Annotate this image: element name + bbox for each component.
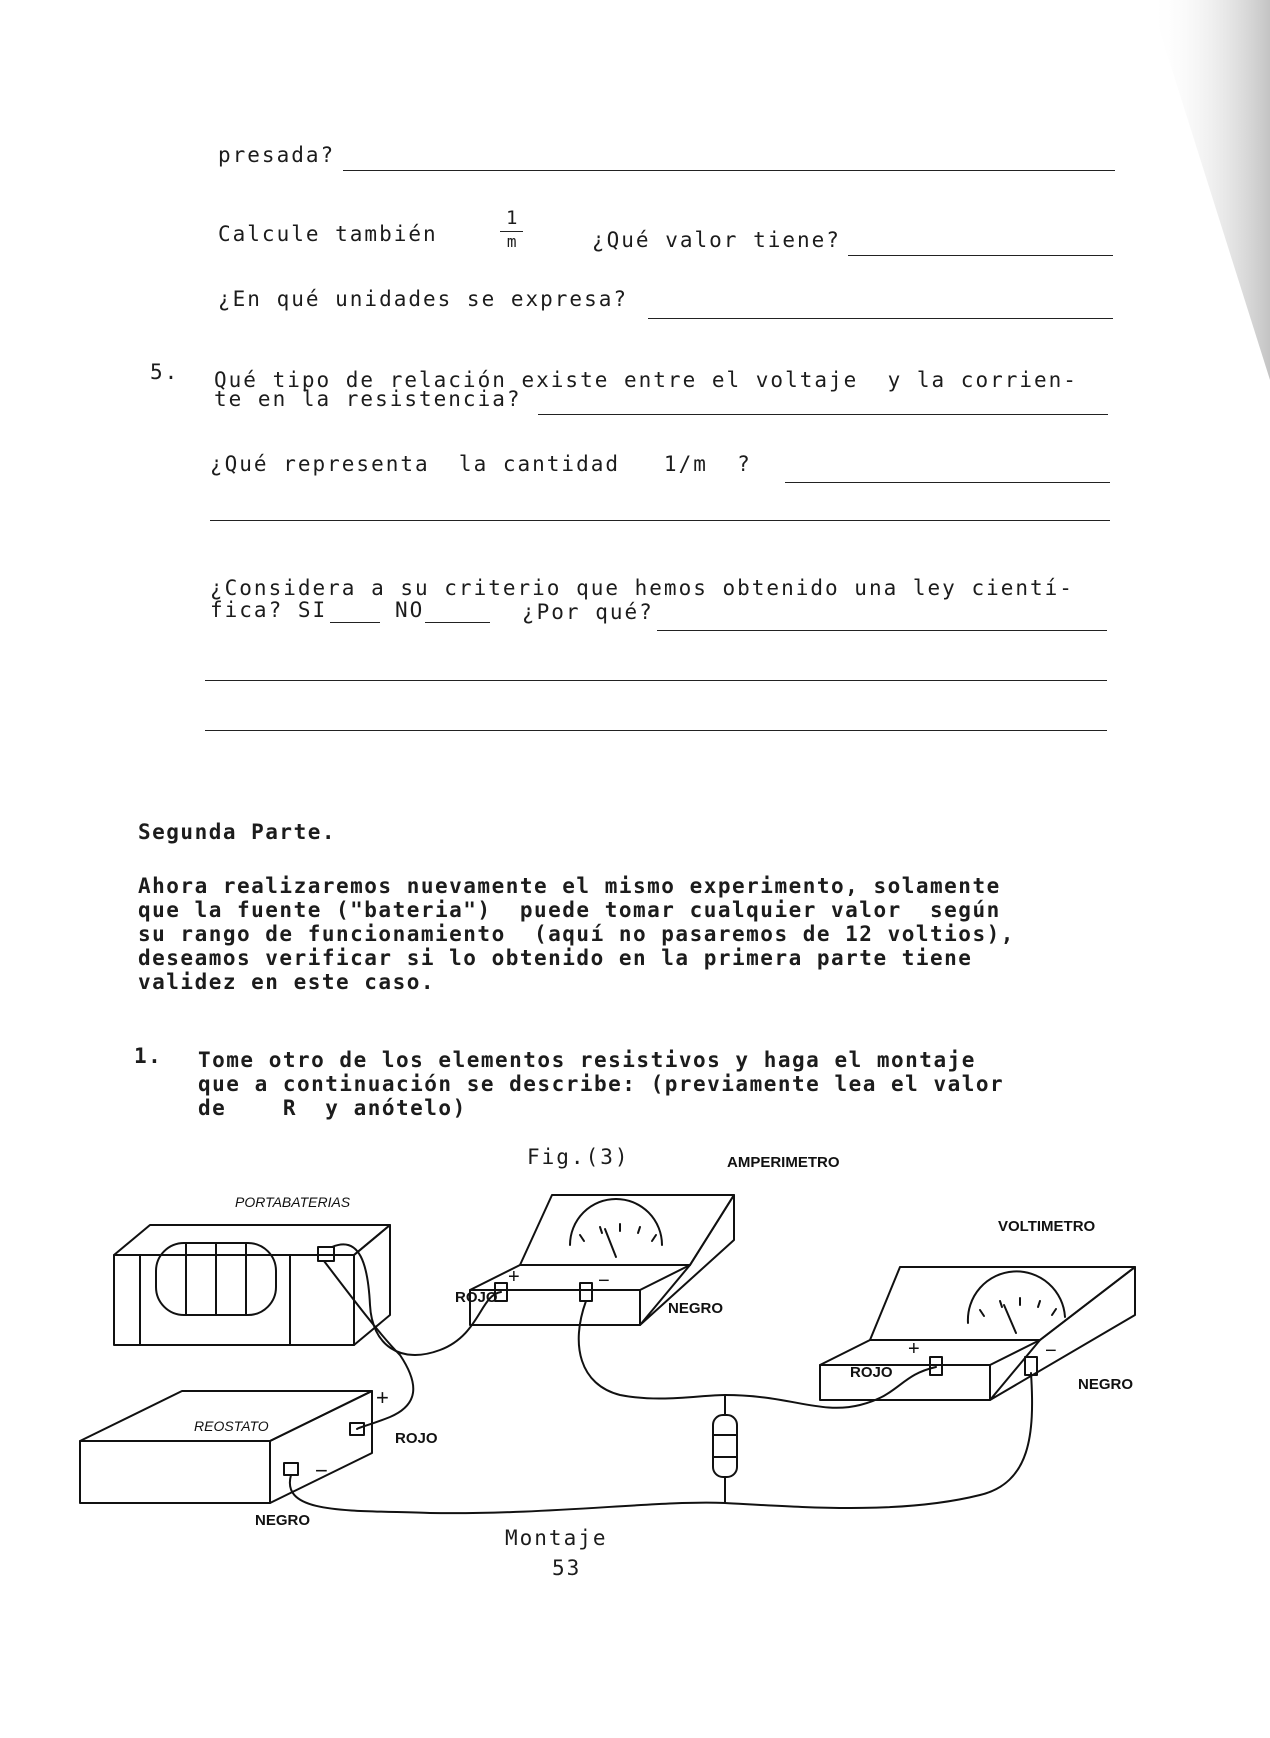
answer-line[interactable] bbox=[210, 520, 1110, 521]
item1-line: Tome otro de los elementos resistivos y haga el montaje bbox=[198, 1048, 976, 1072]
page-number: 53 bbox=[552, 1556, 582, 1580]
amperimetro-label: AMPERIMETRO bbox=[727, 1154, 840, 1171]
answer-line[interactable] bbox=[205, 680, 1107, 681]
q5-law-line2-c: ¿Por qué? bbox=[522, 600, 654, 624]
answer-line[interactable] bbox=[205, 730, 1107, 731]
voltmeter-plus-sign: + bbox=[908, 1338, 920, 1360]
q4-calc-label: Calcule también bbox=[218, 222, 438, 246]
q4-line1: presada? bbox=[218, 143, 336, 167]
rheostat bbox=[80, 1391, 372, 1503]
answer-line[interactable] bbox=[657, 630, 1107, 631]
rheostat-negative-terminal bbox=[284, 1463, 298, 1475]
ammeter-plus-sign: + bbox=[508, 1266, 520, 1288]
segunda-parte-heading: Segunda Parte. bbox=[138, 820, 337, 844]
answer-line[interactable] bbox=[848, 255, 1113, 256]
ammeter-minus-sign: − bbox=[598, 1270, 610, 1292]
wires bbox=[290, 1244, 1032, 1513]
portabaterias-label: PORTABATERIAS bbox=[235, 1194, 351, 1210]
q5-law-line2-b: NO bbox=[395, 598, 425, 622]
q5-represent-question: ¿Qué representa la cantidad 1/m ? bbox=[210, 452, 752, 476]
voltmeter-minus-sign: − bbox=[1045, 1340, 1057, 1362]
page-fold-shadow bbox=[1050, 0, 1270, 420]
rheostat-negro-label: NEGRO bbox=[255, 1512, 311, 1529]
resistor bbox=[713, 1395, 737, 1503]
segunda-para-line: que la fuente ("bateria") puede tomar cualquier valor según bbox=[138, 898, 1001, 922]
si-answer-line[interactable] bbox=[330, 622, 380, 623]
rheostat-plus-sign: + bbox=[376, 1385, 389, 1410]
rheostat-minus-sign: − bbox=[315, 1458, 328, 1483]
voltmeter-negro-label: NEGRO bbox=[1078, 1376, 1134, 1393]
q4-value-question: ¿Qué valor tiene? bbox=[592, 228, 841, 252]
q4-units-question: ¿En qué unidades se expresa? bbox=[218, 287, 629, 311]
segunda-para-line: su rango de funcionamiento (aquí no pasaremos de 12 voltios), bbox=[138, 922, 1015, 946]
no-answer-line[interactable] bbox=[425, 622, 490, 623]
voltimetro-label: VOLTIMETRO bbox=[998, 1218, 1096, 1235]
answer-line[interactable] bbox=[343, 170, 1115, 171]
q5-law-line1: ¿Considera a su criterio que hemos obtenido una ley cientí- bbox=[210, 576, 1074, 600]
answer-line[interactable] bbox=[538, 414, 1108, 415]
figure-caption: Fig.(3) bbox=[527, 1145, 630, 1169]
q5-line1: Qué tipo de relación existe entre el voltaje y la corrien- bbox=[214, 368, 1078, 392]
segunda-para-line: deseamos verificar si lo obtenido en la primera parte tiene bbox=[138, 946, 973, 970]
segunda-para-line: Ahora realizaremos nuevamente el mismo experimento, solamente bbox=[138, 874, 1001, 898]
item1-number: 1. bbox=[134, 1044, 163, 1068]
reostato-label: REOSTATO bbox=[194, 1418, 269, 1434]
fraction-1-over-m: 1 m bbox=[500, 207, 523, 252]
answer-line[interactable] bbox=[785, 482, 1110, 483]
ammeter-rojo-label: ROJO bbox=[455, 1289, 498, 1306]
voltmeter-rojo-label: ROJO bbox=[850, 1364, 893, 1381]
q5-law-line2-a: fica? SI bbox=[210, 598, 328, 622]
item1-line: que a continuación se describe: (previamente lea el valor bbox=[198, 1072, 1005, 1096]
montaje-caption: Montaje bbox=[505, 1526, 608, 1550]
ammeter-negative-terminal bbox=[580, 1283, 592, 1301]
battery-holder bbox=[114, 1225, 390, 1345]
answer-line[interactable] bbox=[648, 318, 1113, 319]
item1-line: de R y anótelo) bbox=[198, 1096, 467, 1120]
ammeter-negro-label: NEGRO bbox=[668, 1300, 724, 1317]
segunda-para-line: validez en este caso. bbox=[138, 970, 436, 994]
q5-number: 5. bbox=[150, 360, 180, 384]
rheostat-rojo-label: ROJO bbox=[395, 1430, 438, 1447]
q5-line2: te en la resistencia? bbox=[214, 387, 522, 411]
